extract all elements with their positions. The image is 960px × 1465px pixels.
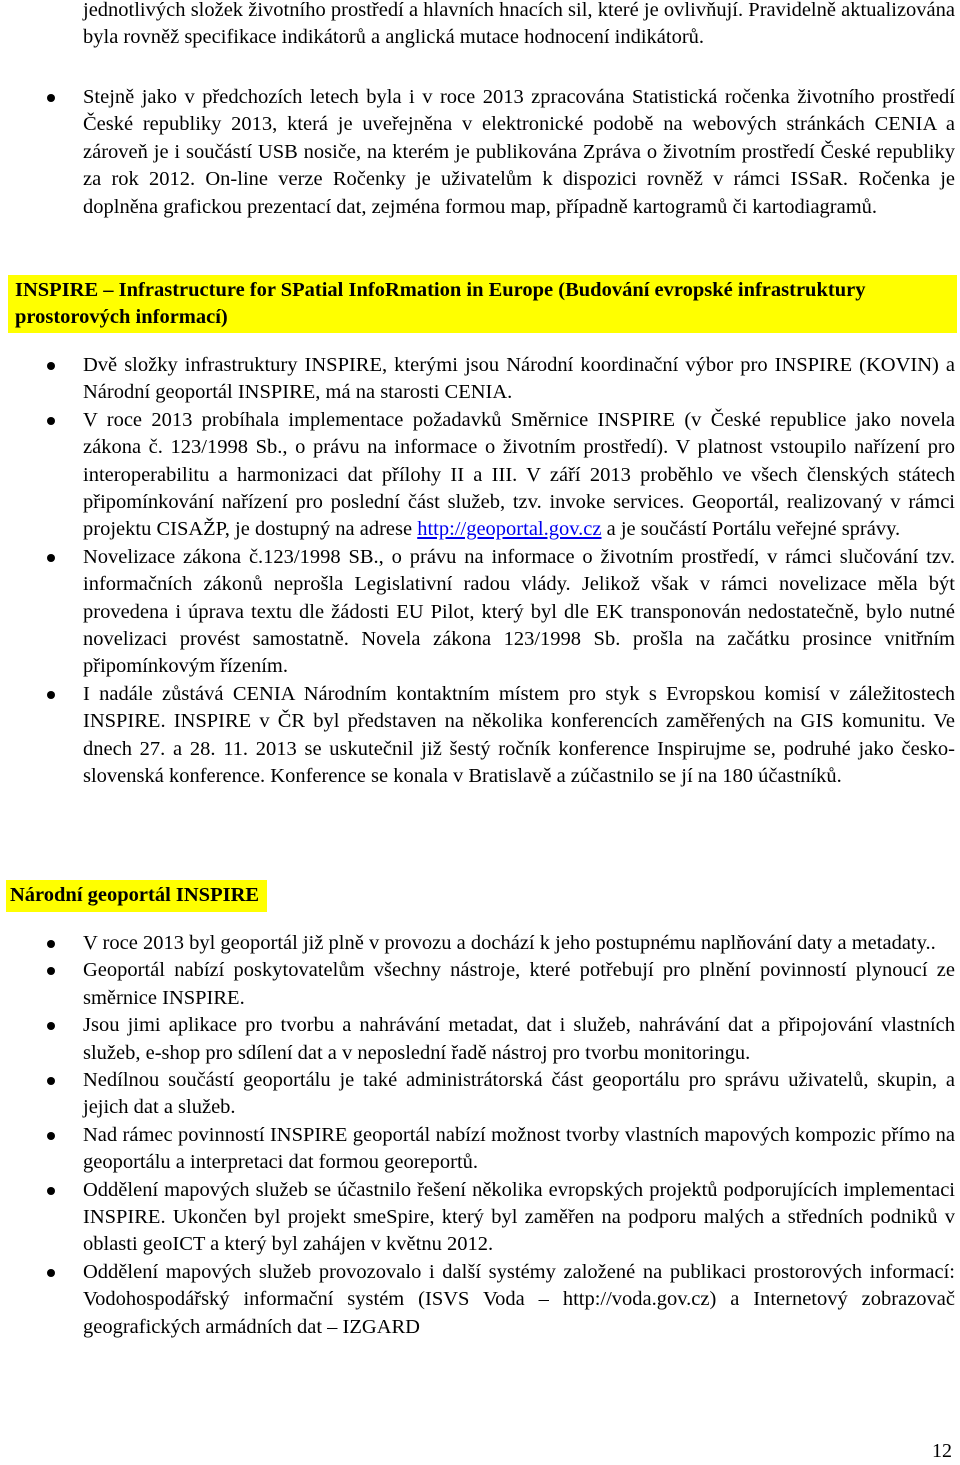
intro-bullet-list xyxy=(83,84,955,221)
geoportal-link[interactable]: http://geoportal.gov.cz xyxy=(417,518,602,541)
inspire-bullet-list xyxy=(83,352,955,791)
list-item xyxy=(83,1122,955,1177)
bullet-icon xyxy=(47,1132,55,1140)
bullet-icon xyxy=(47,691,55,699)
list-item xyxy=(83,1067,955,1122)
bullet-icon xyxy=(47,417,55,425)
bullet-icon xyxy=(47,940,55,948)
list-item xyxy=(83,352,955,407)
list-item-text: V roce 2013 probíhala implementace požadavků Směrnice INSPIRE (v České republice jako novela zákona č. 123/1998 Sb., o právu na informace o životním prostředí). V platnost vstoupilo nařízení pro interoperabilitu a harmonizaci dat přílohy II a III. V září 2013 proběhlo ve všech členských státech připomínkování nařízení pro poslední část služeb, tzv. invoke services. Geoportál, realizovaný v rámci projektu CISAŽP, je dostupný na adrese xyxy=(83,408,955,541)
section-heading-geoportal: Národní geoportál INSPIRE xyxy=(6,880,267,912)
list-item-text: Stejně jako v předchozích letech byla i v roce 2013 zpracována Statistická ročenka životního prostředí České republiky 2013, která je uveřejněna v elektronické podobě na webových stránkách CENIA a zároveň je i součástí USB nosiče, na kterém je publikována Zpráva o životním prostředí České republiky za rok 2012. On-line verze Ročenky je uživatelům k dispozici rovněž v rámci ISSaR. Ročenka je doplněna grafickou prezentací dat, zejména formou map, případně kartogramů či kartodiagramů. xyxy=(83,86,955,218)
list-item-text: Oddělení mapových služeb se účastnilo řešení několika evropských projektů podporujících implementaci INSPIRE. Ukončen byl projekt smeSpire, který byl zaměřen na podporu malých a středních podniků v oblasti geoICT a který byl zahájen v květnu 2012. xyxy=(83,1178,955,1256)
list-item-text: Nedílnou součástí geoportálu je také administrátorská část geoportálu pro správu uživatelů, skupin, a jejich dat a služeb. xyxy=(83,1069,955,1119)
bullet-icon xyxy=(47,554,55,562)
bullet-icon xyxy=(47,94,55,102)
list-item xyxy=(83,1259,955,1341)
list-item-text: Nad rámec povinností INSPIRE geoportál nabízí možnost tvorby vlastních mapových kompozic přímo na geoportálu a interpretaci dat formou georeportů. xyxy=(83,1123,955,1174)
intro-continuation-text: jednotlivých složek životního prostředí a hlavních hnacích sil, které je ovlivňují. Pravidelně aktualizována byla rovněž specifikace indikátorů a anglická mutace hodnocení indikátorů. xyxy=(83,0,955,49)
list-item-text: a je součástí Portálu veřejné správy. xyxy=(601,518,901,541)
bullet-icon xyxy=(47,1187,55,1195)
list-item xyxy=(83,407,955,544)
geoportal-bullet-list xyxy=(83,930,955,1341)
list-item-text: V roce 2013 byl geoportál již plně v provozu a dochází k jeho postupnému naplňování daty a metadaty.. xyxy=(83,932,936,954)
list-item xyxy=(83,681,955,791)
bullet-icon xyxy=(47,1077,55,1085)
list-item-text: I nadále zůstává CENIA Národním kontaktním místem pro styk s Evropskou komisí v záležitostech INSPIRE. INSPIRE v ČR byl představen na několika konferencích zaměřených na GIS komunitu. Ve dnech 27. a 28. 11. 2013 se uskutečnil již šestý ročník konference Inspirujme se, podruhé jako česko-slovenská konference. Konference se konala v Bratislavě a zúčastnilo se jí na 180 účastníků. xyxy=(83,682,955,788)
list-item xyxy=(83,1177,955,1259)
list-item xyxy=(83,1012,955,1067)
list-item-text: Oddělení mapových služeb provozovalo i další systémy založené na publikaci prostorových informací: Vodohospodářský informační systém (ISVS Voda – http://voda.gov.cz) a Internetový zobrazovač geografických armádních dat – IZGARD xyxy=(83,1260,955,1338)
list-item xyxy=(83,957,955,1012)
section-heading-text: INSPIRE – Infrastructure for SPatial InfoRmation in Europe (Budování evropské infrastruktury prostorových informací) xyxy=(15,279,866,328)
list-item-text: Geoportál nabízí poskytovatelům všechny nástroje, které potřebují pro plnění povinností plynoucí ze směrnice INSPIRE. xyxy=(83,959,955,1009)
page-number: 12 xyxy=(932,1440,952,1462)
list-item-text: Dvě složky infrastruktury INSPIRE, kterými jsou Národní koordinační výbor pro INSPIRE (KOVIN) a Národní geoportál INSPIRE, má na starosti CENIA. xyxy=(83,354,955,404)
list-item-text: Jsou jimi aplikace pro tvorbu a nahrávání metadat, dat i služeb, nahrávání dat a připojování vlastních služeb, e-shop pro sdílení dat a v neposlední řadě nástroj pro tvorbu monitoringu. xyxy=(83,1014,955,1064)
bullet-icon xyxy=(47,362,55,370)
list-item xyxy=(83,544,955,681)
section-heading-inspire xyxy=(8,275,957,333)
bullet-icon xyxy=(47,967,55,975)
list-item-text: Novelizace zákona č.123/1998 SB., o právu na informace o životním prostředí, v rámci slučování tzv. informačních zákonů neprošla Legislativní radou vlády. Jelikož však v rámci novelizace měla být provedena i úprava textu dle žádosti EU Pilot, který byl dle EK transponován nedostatečně, bylo nutné novelizaci provést samostatně. Novela zákona 123/1998 Sb. prošla na začátku prosince vnitřním připomínkovým řízením. xyxy=(83,545,955,678)
list-item xyxy=(83,930,955,957)
bullet-icon xyxy=(47,1022,55,1030)
bullet-icon xyxy=(47,1269,55,1277)
list-item xyxy=(83,84,955,221)
